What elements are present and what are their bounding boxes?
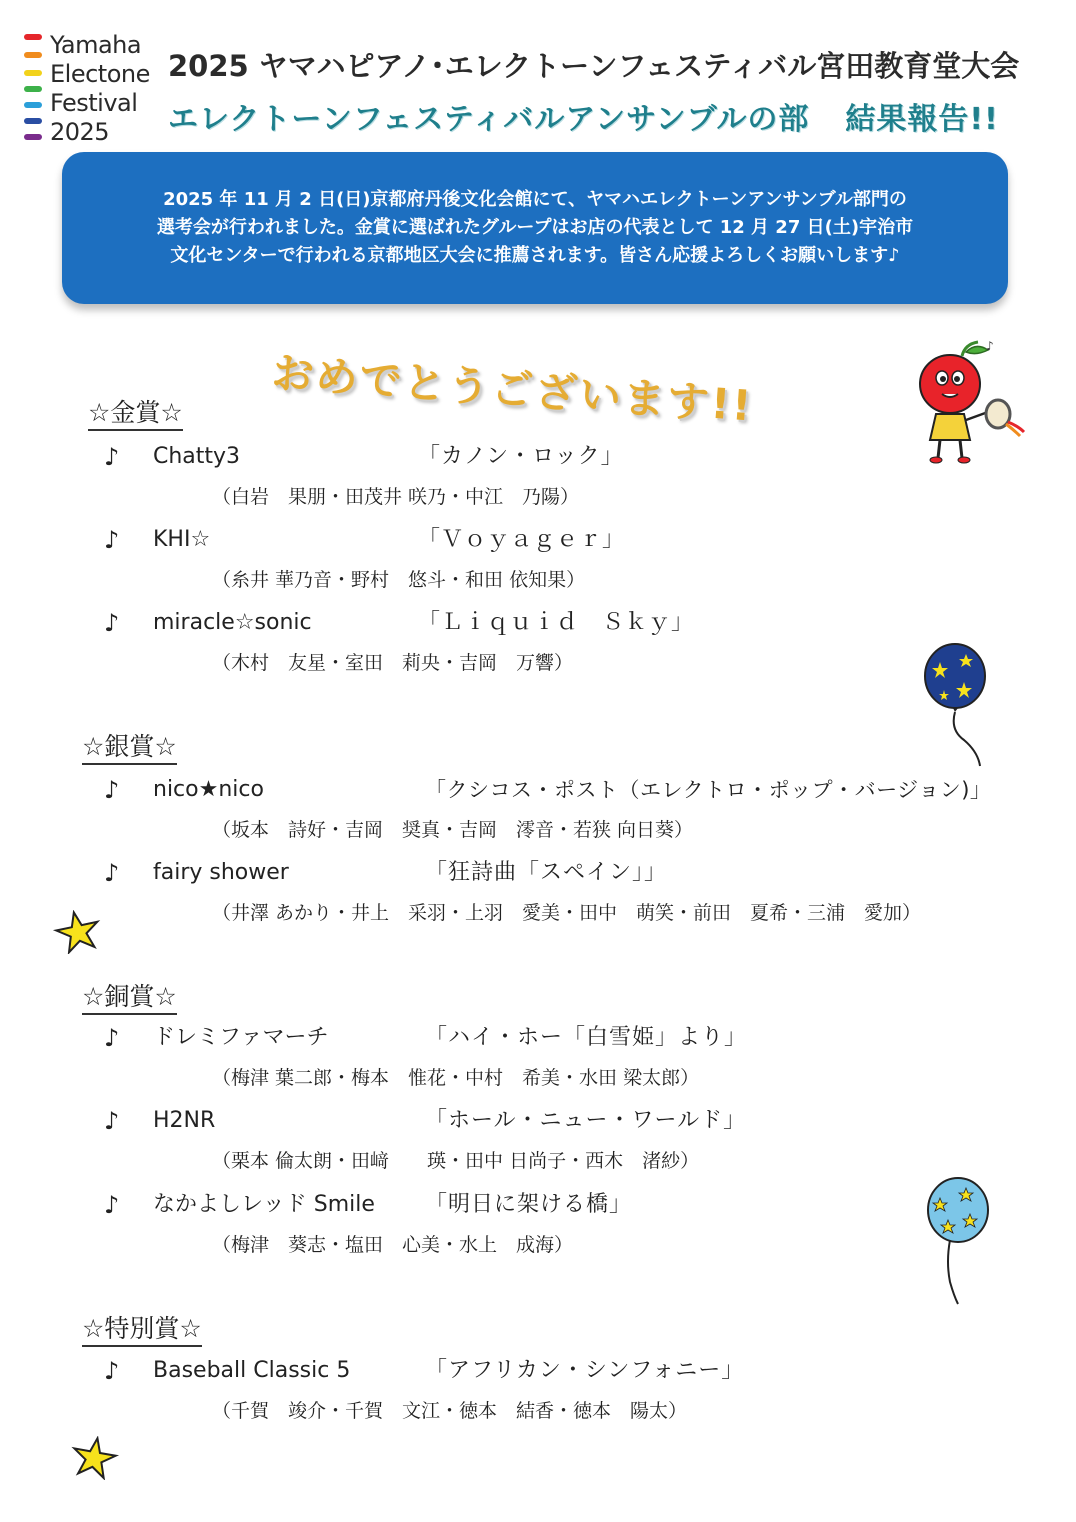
group-name: miracle☆sonic (153, 610, 312, 635)
member-list: （糸井 華乃音・野村 悠斗・和田 依知果） (212, 569, 586, 591)
logo-word: Electone (50, 60, 150, 88)
announcement-line: 選考会が行われました。金賞に選ばれたグループはお店の代表として 12 月 27 日(土)宇治市 (156, 217, 914, 238)
group-name: Chatty3 (153, 444, 241, 469)
music-note-icon: ♪ (104, 443, 120, 471)
logo-color-bar (24, 134, 42, 140)
member-list: （木村 友星・室田 莉央・吉岡 万響） (212, 652, 574, 674)
subtitle-right: 結果報告!! (845, 102, 999, 137)
logo-color-bar (24, 52, 42, 58)
song-title: 「ハイ・ホー「白雪姫」より」 (425, 1025, 748, 1050)
member-list: （梅津 葉二郎・梅本 惟花・中村 希美・水田 梁太郎） (212, 1067, 700, 1089)
music-note-icon: ♪ (104, 1191, 120, 1219)
entry-row (0, 608, 1076, 692)
member-list: （坂本 詩好・吉岡 奨真・吉岡 澪音・若狭 向日葵） (212, 819, 694, 841)
music-note-icon: ♪ (104, 609, 120, 637)
group-name: なかよしレッド Smile (153, 1192, 375, 1217)
song-title: 「明日に架ける橋」 (425, 1192, 633, 1217)
announcement-line: 文化センターで行われる京都地区大会に推薦されます。皆さん応援よろしくお願いします♪ (170, 245, 900, 266)
music-note-icon: ♪ (104, 776, 120, 804)
group-name: fairy shower (153, 860, 289, 885)
svg-text:♪: ♪ (986, 339, 994, 353)
entry-row (0, 525, 1076, 609)
member-list: （井澤 あかり・井上 采羽・上羽 愛美・田中 萌笑・前田 夏希・三浦 愛加） (212, 902, 922, 924)
balloon-icon (920, 640, 992, 770)
song-title: 「クシコス・ポスト（エレクトロ・ポップ・バージョン)」 (425, 778, 992, 802)
group-name: H2NR (153, 1108, 216, 1133)
section-title-silver: ☆銀賞☆ (82, 732, 177, 765)
logo-color-bar (24, 118, 42, 124)
group-name: KHI☆ (153, 527, 211, 552)
group-name: Baseball Classic 5 (153, 1358, 351, 1383)
logo-color-bar (24, 102, 42, 108)
song-title: 「ホール・ニュー・ワールド」 (425, 1108, 747, 1133)
song-title: 「アフリカン・シンフォニー」 (425, 1358, 745, 1383)
logo-color-bar (24, 70, 42, 76)
congratulations-text: おめでとうございます!! (270, 348, 755, 431)
logo-color-bar (24, 86, 42, 92)
page-subtitle (168, 94, 999, 138)
subtitle-left: エレクトーンフェスティバルアンサンブルの部 (168, 102, 810, 137)
entry-row (0, 442, 1076, 526)
member-list: （栗本 倫太朗・田﨑 瑛・田中 日尚子・西木 渚紗） (212, 1150, 700, 1172)
member-list: （千賀 竣介・千賀 文江・徳本 結香・徳本 陽太） (212, 1400, 688, 1422)
logo-word: 2025 (50, 118, 110, 146)
group-name: ドレミファマーチ (153, 1025, 329, 1050)
section-title-bronze: ☆銅賞☆ (82, 982, 177, 1015)
entry-row (0, 858, 1076, 942)
announcement-line: 2025 年 11 月 2 日(日)京都府丹後文化会館にて、ヤマハエレクトーンアンサンブル部門の (163, 189, 907, 210)
entry-row (0, 1106, 1076, 1190)
balloon-icon (922, 1172, 994, 1308)
music-note-icon: ♪ (104, 1107, 120, 1135)
logo-color-bar (24, 34, 42, 40)
section-title-special: ☆特別賞☆ (82, 1314, 202, 1347)
group-name: nico★nico (153, 777, 264, 802)
song-title: 「狂詩曲「スペイン」」 (425, 860, 668, 885)
announcement-box (62, 152, 1008, 304)
music-note-icon: ♪ (104, 1357, 120, 1385)
member-list: （白岩 果朋・田茂井 咲乃・中江 乃陽） (212, 486, 580, 508)
entry-row (0, 775, 1076, 859)
song-title: 「Ｌｉｑｕｉｄ Ｓｋｙ」 (418, 610, 695, 635)
member-list: （梅津 葵志・塩田 心美・水上 成海） (212, 1234, 574, 1256)
congratulations-banner (270, 340, 832, 431)
music-note-icon: ♪ (104, 526, 120, 554)
star-icon (52, 910, 104, 954)
logo-word: Festival (50, 89, 138, 117)
song-title: 「Ｖｏｙａｇｅｒ」 (418, 527, 626, 552)
entry-row (0, 1190, 1076, 1274)
festival-logo (24, 30, 164, 145)
entry-row (0, 1023, 1076, 1107)
logo-word: Yamaha (50, 31, 142, 59)
song-title: 「カノン・ロック」 (418, 444, 624, 469)
section-title-gold: ☆金賞☆ (88, 398, 183, 431)
music-note-icon: ♪ (104, 859, 120, 887)
star-icon (68, 1436, 120, 1480)
music-note-icon: ♪ (104, 1024, 120, 1052)
entry-row (0, 1356, 1076, 1440)
page-title: 2025 ヤマハピアノ･エレクトーンフェスティバル宮田教育堂大会 (168, 49, 1020, 83)
